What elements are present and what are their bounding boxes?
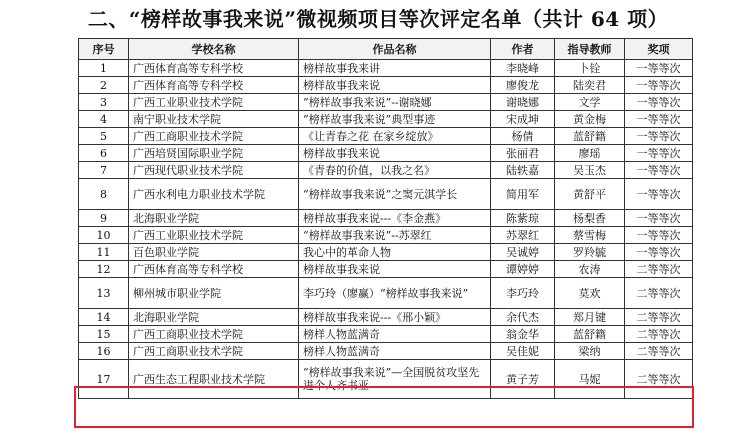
cell-no: 14 [79, 309, 129, 326]
cell-author: 张丽君 [491, 145, 555, 162]
table-row [79, 261, 693, 278]
cell-school: 广西培贤国际职业学院 [129, 145, 299, 162]
header-school: 学校名称 [129, 39, 299, 60]
cell-school: 广西体育高等专科学校 [129, 60, 299, 77]
cell-author: 黄子芳 [491, 360, 555, 399]
cell-no: 16 [79, 343, 129, 360]
table-row [79, 128, 693, 145]
cell-author: 苏翠红 [491, 227, 555, 244]
cell-school: 广西工商职业技术学院 [129, 326, 299, 343]
table-row [79, 210, 693, 227]
cell-teacher: 文学 [555, 94, 625, 111]
cell-teacher: 马妮 [555, 360, 625, 399]
cell-teacher: 卜铨 [555, 60, 625, 77]
cell-award: 一等等次 [625, 111, 693, 128]
cell-author: 余代杰 [491, 309, 555, 326]
cell-no: 5 [79, 128, 129, 145]
cell-award: 一等等次 [625, 244, 693, 261]
cell-no: 10 [79, 227, 129, 244]
cell-work: 榜样故事我来讲 [299, 60, 491, 77]
table-row-highlighted [79, 360, 693, 399]
cell-school: 北海职业学院 [129, 309, 299, 326]
cell-school: 广西生态工程职业技术学院 [129, 360, 299, 399]
cell-teacher: 蔡雪梅 [555, 227, 625, 244]
table-row [79, 343, 693, 360]
cell-school: 广西体育高等专科学校 [129, 77, 299, 94]
cell-no: 1 [79, 60, 129, 77]
header-author: 作者 [491, 39, 555, 60]
cell-award: 二等等次 [625, 360, 693, 399]
cell-school: 广西工商职业技术学院 [129, 128, 299, 145]
cell-work: “榜样故事我来说”—全国脱贫攻坚先进个人齐书亚 [299, 360, 491, 399]
table-row [79, 278, 693, 309]
cell-author: 杨倩 [491, 128, 555, 145]
cell-award: 一等等次 [625, 77, 693, 94]
table-row [79, 244, 693, 261]
cell-teacher: 陆奕君 [555, 77, 625, 94]
cell-work: 榜样故事我来说---《邢小颖》 [299, 309, 491, 326]
award-table [78, 38, 693, 399]
cell-teacher: 蓝舒籍 [555, 128, 625, 145]
cell-school: 广西体育高等专科学校 [129, 261, 299, 278]
cell-author: 廖俊龙 [491, 77, 555, 94]
table-row [79, 326, 693, 343]
cell-award: 二等等次 [625, 261, 693, 278]
cell-author: 李晓峰 [491, 60, 555, 77]
table-row [79, 145, 693, 162]
cell-no: 13 [79, 278, 129, 309]
cell-no: 6 [79, 145, 129, 162]
cell-no: 12 [79, 261, 129, 278]
cell-work: 《让青春之花 在家乡绽放》 [299, 128, 491, 145]
cell-award: 一等等次 [625, 227, 693, 244]
cell-work: 我心中的革命人物 [299, 244, 491, 261]
table-row [79, 111, 693, 128]
cell-teacher: 廖瑶 [555, 145, 625, 162]
cell-work: 李巧玲（廖赢）“榜样故事我来说” [299, 278, 491, 309]
cell-award: 二等等次 [625, 326, 693, 343]
cell-school: 广西水利电力职业技术学院 [129, 179, 299, 210]
cell-school: 广西现代职业技术学院 [129, 162, 299, 179]
cell-school: 广西工业职业技术学院 [129, 94, 299, 111]
cell-author: 谢晓娜 [491, 94, 555, 111]
cell-work: 榜样故事我来说 [299, 261, 491, 278]
cell-award: 二等等次 [625, 278, 693, 309]
table-row [79, 227, 693, 244]
cell-no: 11 [79, 244, 129, 261]
cell-award: 一等等次 [625, 145, 693, 162]
cell-author: 陈紫琼 [491, 210, 555, 227]
header-award: 奖项 [625, 39, 693, 60]
cell-teacher: 莫欢 [555, 278, 625, 309]
cell-school: 南宁职业技术学院 [129, 111, 299, 128]
cell-teacher: 梁纳 [555, 343, 625, 360]
cell-author: 陆轶嘉 [491, 162, 555, 179]
cell-work: 榜样人物蓝满奇 [299, 326, 491, 343]
cell-school: 北海职业学院 [129, 210, 299, 227]
cell-no: 8 [79, 179, 129, 210]
cell-award: 一等等次 [625, 128, 693, 145]
cell-teacher: 蓝舒籍 [555, 326, 625, 343]
cell-work: 《青春的价值，以我之名》 [299, 162, 491, 179]
cell-work: 榜样故事我来说---《李金燕》 [299, 210, 491, 227]
cell-work: 榜样人物蓝满奇 [299, 343, 491, 360]
cell-award: 一等等次 [625, 179, 693, 210]
cell-no: 17 [79, 360, 129, 399]
cell-teacher: 杨梨香 [555, 210, 625, 227]
table-row [79, 179, 693, 210]
cell-award: 一等等次 [625, 162, 693, 179]
cell-no: 15 [79, 326, 129, 343]
cell-school: 百色职业学院 [129, 244, 299, 261]
cell-no: 7 [79, 162, 129, 179]
cell-school: 柳州城市职业学院 [129, 278, 299, 309]
table-row [79, 162, 693, 179]
cell-no: 3 [79, 94, 129, 111]
cell-teacher: 罗羚毓 [555, 244, 625, 261]
cell-work: 榜样故事我来说 [299, 77, 491, 94]
cell-award: 一等等次 [625, 210, 693, 227]
cell-author: 谭婷婷 [491, 261, 555, 278]
cell-teacher: 农涛 [555, 261, 625, 278]
cell-teacher: 吴玉杰 [555, 162, 625, 179]
cell-award: 二等等次 [625, 343, 693, 360]
cell-award: 一等等次 [625, 60, 693, 77]
cell-school: 广西工业职业技术学院 [129, 227, 299, 244]
cell-work: “榜样故事我来说”典型事迹 [299, 111, 491, 128]
cell-teacher: 黄金梅 [555, 111, 625, 128]
header-no: 序号 [79, 39, 129, 60]
table-row [79, 60, 693, 77]
cell-award: 一等等次 [625, 94, 693, 111]
cell-author: 简用军 [491, 179, 555, 210]
header-work: 作品名称 [299, 39, 491, 60]
table-row [79, 94, 693, 111]
cell-school: 广西工商职业技术学院 [129, 343, 299, 360]
cell-award: 二等等次 [625, 309, 693, 326]
cell-author: 翁金华 [491, 326, 555, 343]
table-header-row [79, 39, 693, 60]
cell-author: 宋成坤 [491, 111, 555, 128]
cell-teacher: 郑月键 [555, 309, 625, 326]
cell-work: “榜样故事我来说”--谢晓娜 [299, 94, 491, 111]
cell-no: 9 [79, 210, 129, 227]
document-title: 二、“榜样故事我来说”微视频项目等次评定名单（共计 64 项） [87, 7, 669, 31]
cell-work: “榜样故事我来说”--苏翠红 [299, 227, 491, 244]
header-teacher: 指导教师 [555, 39, 625, 60]
cell-work: 榜样故事我来说 [299, 145, 491, 162]
table-row [79, 309, 693, 326]
cell-author: 吴佳妮 [491, 343, 555, 360]
cell-author: 李巧玲 [491, 278, 555, 309]
table-row [79, 77, 693, 94]
cell-teacher: 黄舒平 [555, 179, 625, 210]
cell-no: 2 [79, 77, 129, 94]
cell-author: 吴诚婷 [491, 244, 555, 261]
cell-no: 4 [79, 111, 129, 128]
cell-work: “榜样故事我来说”之窦元淇学长 [299, 179, 491, 210]
